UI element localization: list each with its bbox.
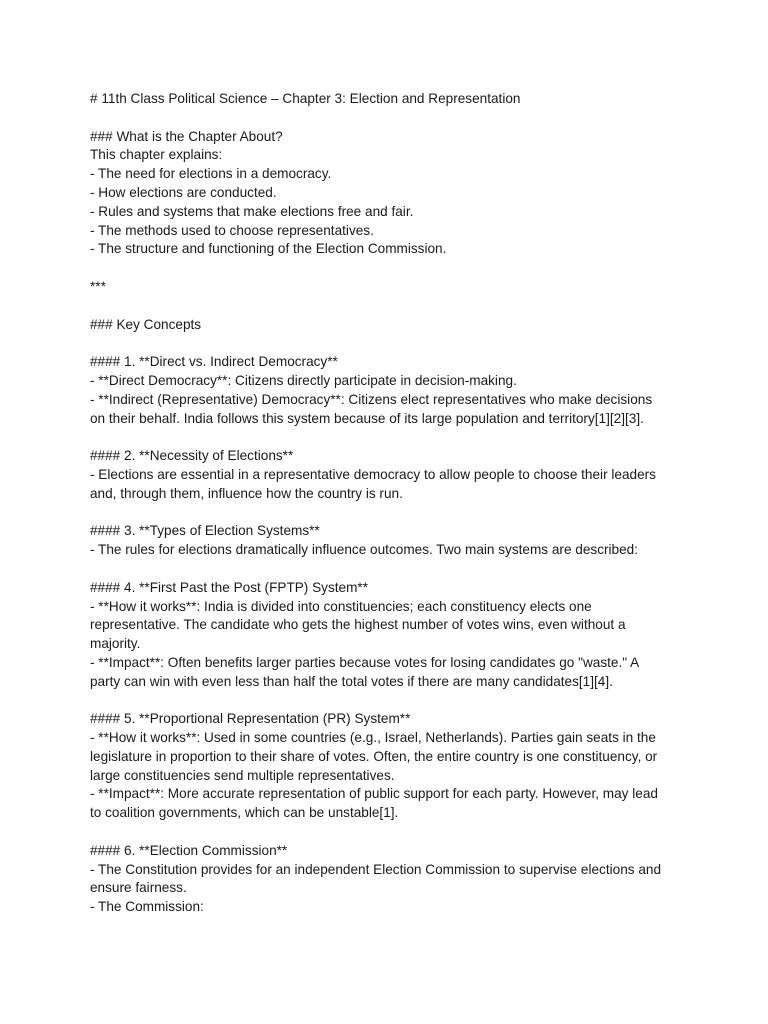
text-line: on their behalf. India follows this system because of its large population and territory[1][2][3]. (90, 410, 644, 426)
list-item: - The Commission: (90, 899, 204, 915)
blank-line (90, 560, 690, 579)
blank-line (90, 109, 690, 128)
subsection-heading: #### 2. **Necessity of Elections** (90, 448, 294, 464)
subsection-heading: #### 4. **First Past the Post (FPTP) System** (90, 579, 369, 595)
list-item: - The rules for elections dramatically influence outcomes. Two main systems are described: (90, 542, 639, 558)
list-item: - How elections are conducted. (90, 184, 277, 200)
list-item: - The need for elections in a democracy. (90, 166, 332, 182)
subsection-heading: #### 5. **Proportional Representation (PR) System** (90, 711, 411, 727)
document-page (90, 90, 690, 917)
section-heading: ### Key Concepts (90, 316, 202, 332)
list-item: - The methods used to choose representatives. (90, 222, 374, 238)
text-line: legislature in proportion to their share of votes. Often, the entire country is one constituency, or (90, 748, 658, 764)
text-line: party can win with even less than half the total votes if there are many candidates[1][4]. (90, 673, 613, 689)
section-heading: ### What is the Chapter About? (90, 128, 283, 144)
separator: *** (90, 278, 106, 294)
blank-line (90, 334, 690, 353)
list-item: - The Constitution provides for an independent Election Commission to supervise elections and (90, 861, 662, 877)
list-item: - **How it works**: India is divided into constituencies; each constituency elects one (90, 598, 592, 614)
doc-title: # 11th Class Political Science – Chapter 3: Election and Representation (90, 91, 521, 106)
list-item: - Elections are essential in a representative democracy to allow people to choose their leaders (90, 466, 656, 482)
blank-line (90, 428, 690, 447)
list-item: - **Impact**: More accurate representation of public support for each party. However, may lead (90, 786, 658, 802)
list-item: - Rules and systems that make elections free and fair. (90, 203, 414, 219)
list-item: - **How it works**: Used in some countries (e.g., Israel, Netherlands). Parties gain seats in the (90, 730, 656, 746)
text-line: to coalition governments, which can be unstable[1]. (90, 805, 399, 821)
text-line: representative. The candidate who gets the highest number of votes wins, even without a (90, 617, 626, 633)
blank-line (90, 297, 690, 316)
blank-line (90, 259, 690, 278)
list-item: - **Impact**: Often benefits larger parties because votes for losing candidates go "waste." A (90, 654, 640, 670)
subsection-heading: #### 3. **Types of Election Systems** (90, 523, 320, 539)
list-item: - **Direct Democracy**: Citizens directly participate in decision-making. (90, 372, 517, 388)
blank-line (90, 504, 690, 523)
subsection-heading: #### 6. **Election Commission** (90, 842, 288, 858)
text-line: ensure fairness. (90, 880, 187, 896)
blank-line (90, 692, 690, 711)
text-line: majority. (90, 636, 141, 652)
text-line: This chapter explains: (90, 147, 223, 163)
list-item: - **Indirect (Representative) Democracy**: Citizens elect representatives who make decisions (90, 391, 653, 407)
text-line: and, through them, influence how the country is run. (90, 485, 403, 501)
blank-line (90, 823, 690, 842)
subsection-heading: #### 1. **Direct vs. Indirect Democracy** (90, 354, 338, 370)
text-line: large constituencies send multiple representatives. (90, 767, 395, 783)
list-item: - The structure and functioning of the Election Commission. (90, 241, 447, 257)
